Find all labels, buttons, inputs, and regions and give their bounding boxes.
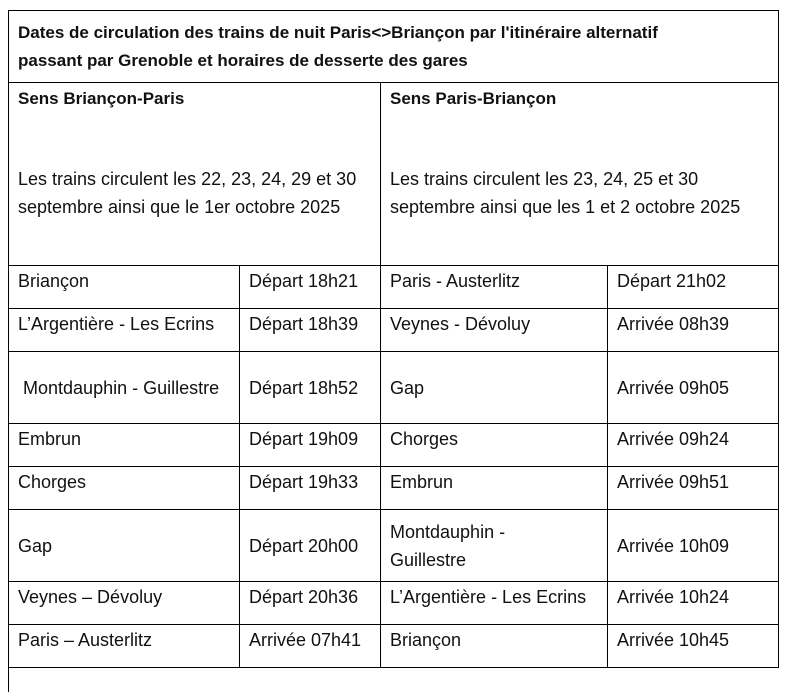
table-title-line1: Dates de circulation des trains de nuit Paris<>Briançon par l'itinéraire alternatif [18,22,658,42]
timetable-document [8,10,778,682]
right-time: Départ 21h02 [608,266,779,309]
left-time: Départ 18h39 [240,309,381,352]
table-title-line2: passant par Grenoble et horaires de desserte des gares [18,50,468,70]
left-time: Départ 19h33 [240,467,381,510]
left-time: Départ 18h52 [240,352,381,424]
direction-briancon-paris [9,83,381,266]
table-row [9,352,779,424]
right-time: Arrivée 08h39 [608,309,779,352]
left-time: Départ 18h21 [240,266,381,309]
left-time: Départ 20h36 [240,582,381,625]
left-station: Montdauphin - Guillestre [9,352,240,424]
table-row [9,625,779,668]
table-row [9,424,779,467]
left-station: Embrun [9,424,240,467]
left-time: Arrivée 07h41 [240,625,381,668]
direction-paris-briancon [381,83,779,266]
right-time: Arrivée 10h09 [608,510,779,582]
table-row [9,467,779,510]
left-station: Gap [9,510,240,582]
right-time: Arrivée 09h24 [608,424,779,467]
right-station: Veynes - Dévoluy [381,309,608,352]
direction-note-left: Les trains circulent les 22, 23, 24, 29 et 30 septembre ainsi que le 1er octobre 2025 [18,169,357,217]
right-station: Paris - Austerlitz [381,266,608,309]
right-station: Embrun [381,467,608,510]
right-station: L’Argentière - Les Ecrins [381,582,608,625]
right-time: Arrivée 10h45 [608,625,779,668]
right-station: Chorges [381,424,608,467]
right-time: Arrivée 10h24 [608,582,779,625]
table-row [9,266,779,309]
right-station: Briançon [381,625,608,668]
left-station: Chorges [9,467,240,510]
right-time: Arrivée 09h05 [608,352,779,424]
left-station: Briançon [9,266,240,309]
right-station: Gap [381,352,608,424]
table-title-cell [9,11,779,83]
right-station: Montdauphin - Guillestre [381,510,608,582]
table-row [9,582,779,625]
table-row [9,309,779,352]
left-station: Veynes – Dévoluy [9,582,240,625]
left-time: Départ 19h09 [240,424,381,467]
direction-heading-right: Sens Paris-Briançon [390,89,557,108]
left-station: L’Argentière - Les Ecrins [9,309,240,352]
table-row [9,510,779,582]
left-time: Départ 20h00 [240,510,381,582]
right-time: Arrivée 09h51 [608,467,779,510]
page-edge [8,668,778,692]
timetable-table [8,10,779,668]
direction-heading-left: Sens Briançon-Paris [18,89,185,108]
left-station: Paris – Austerlitz [9,625,240,668]
direction-note-right: Les trains circulent les 23, 24, 25 et 30 septembre ainsi que les 1 et 2 octobre 2025 [390,169,741,217]
